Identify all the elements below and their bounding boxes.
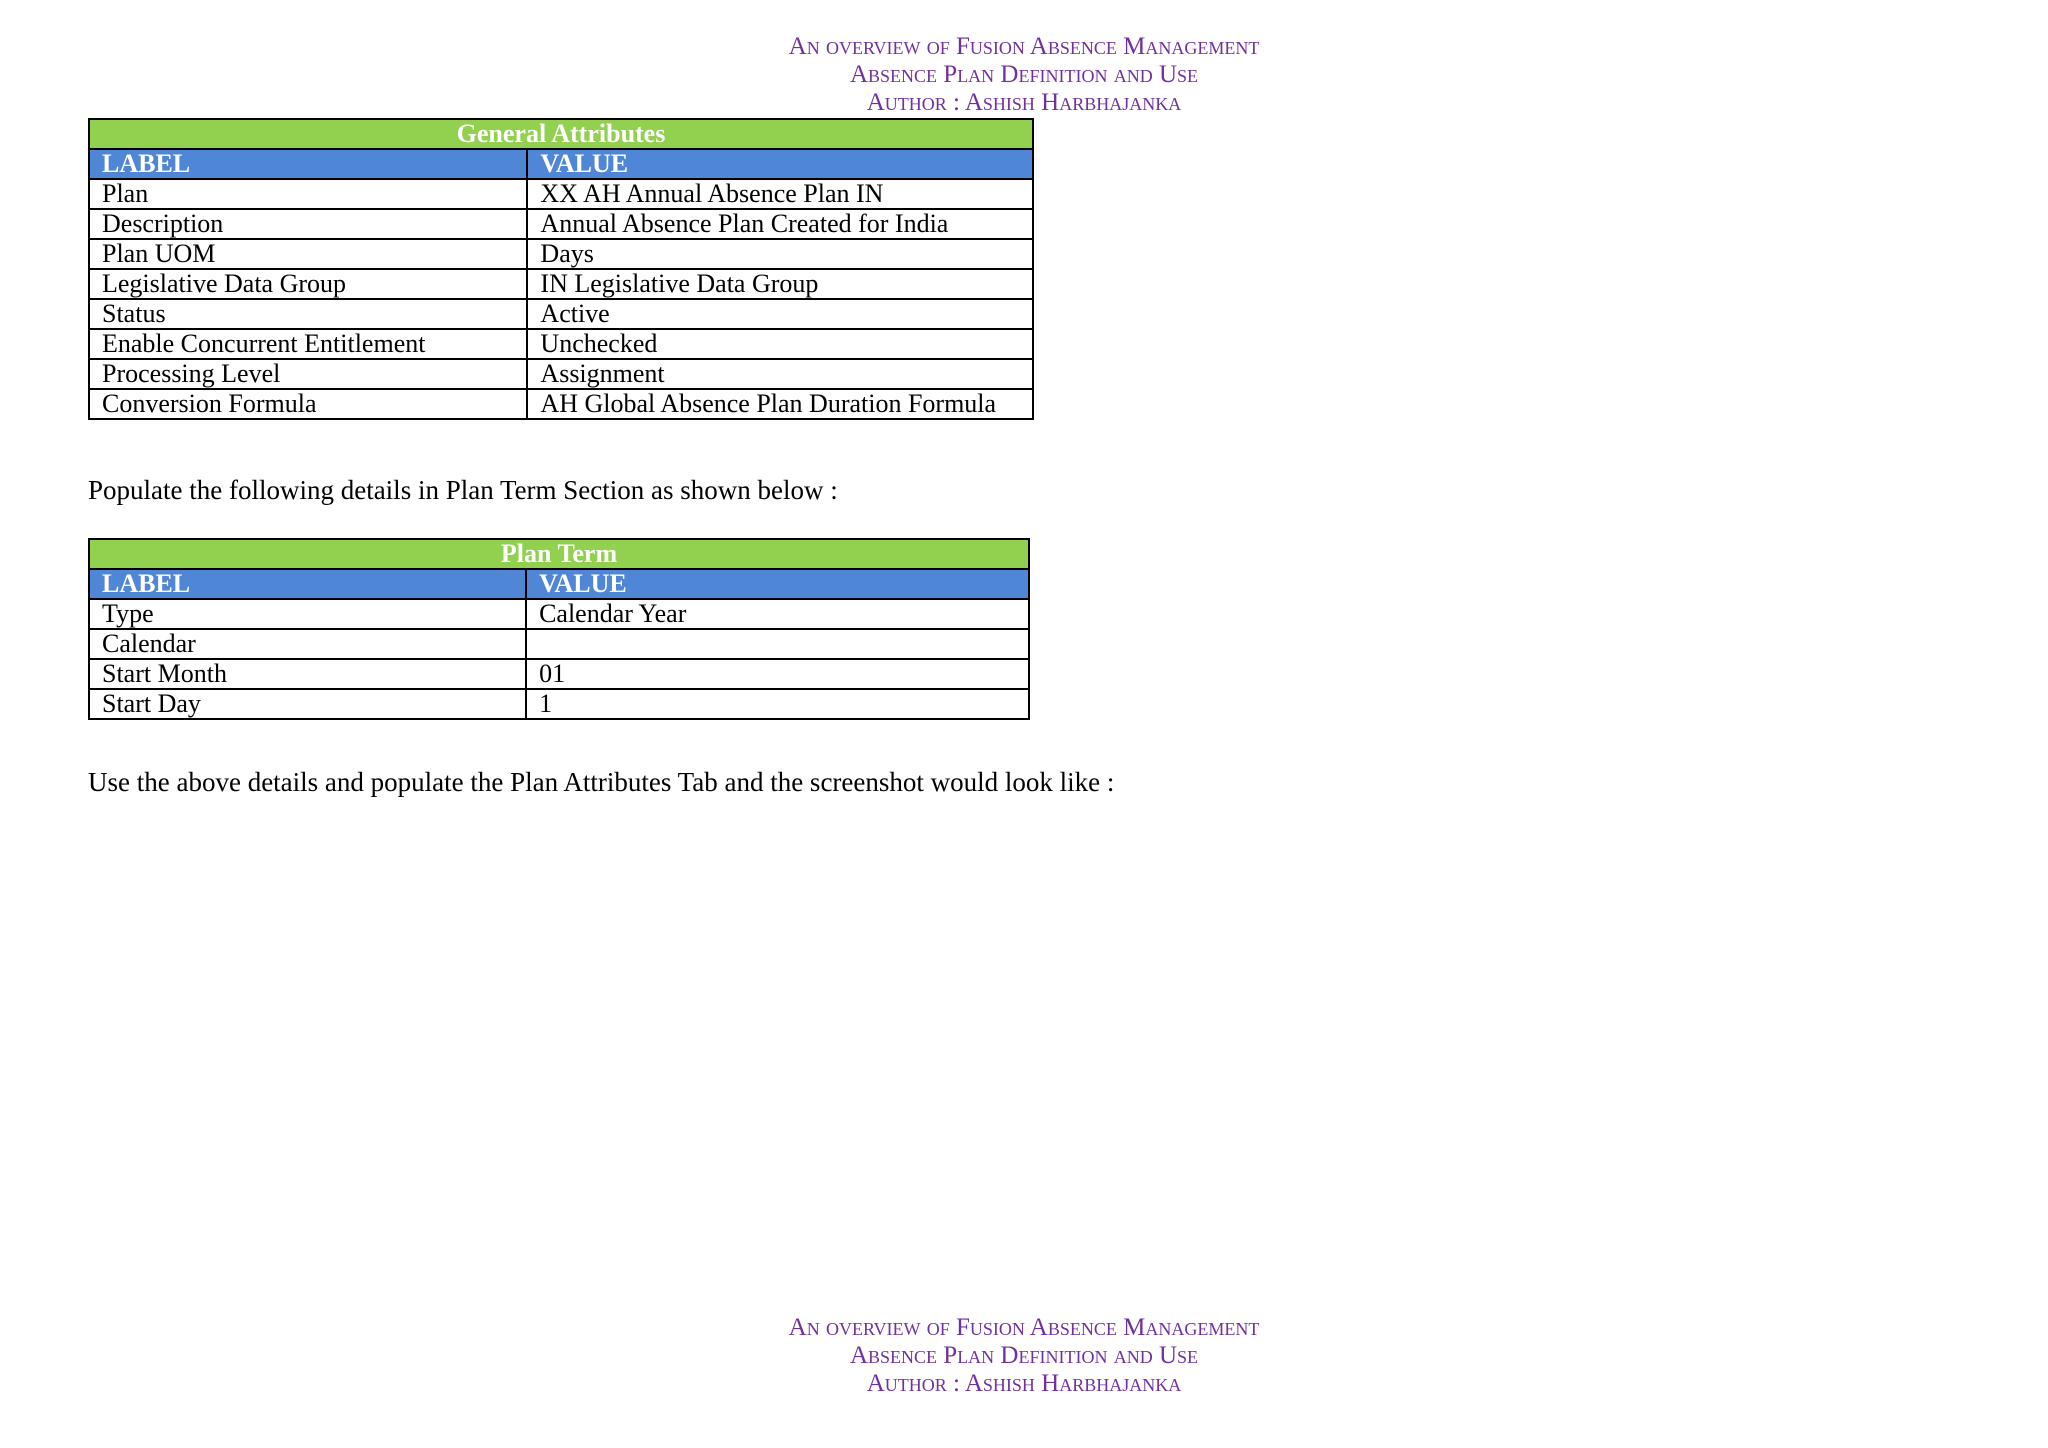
row-label: Legislative Data Group [89, 269, 527, 299]
table-header-row [89, 149, 1033, 179]
general-attributes-title: General Attributes [89, 119, 1033, 149]
row-value: XX AH Annual Absence Plan IN [527, 179, 1033, 209]
header-line-3: Author : Ashish Harbhajanka [866, 89, 1182, 116]
table-row [89, 629, 1029, 659]
table-row [89, 239, 1033, 269]
table-title-row [89, 119, 1033, 149]
value-column-header: VALUE [526, 569, 1029, 599]
table-header-row [89, 569, 1029, 599]
row-label: Processing Level [89, 359, 527, 389]
row-value: 1 [526, 689, 1029, 719]
row-value [526, 629, 1029, 659]
plan-term-table [88, 538, 1030, 720]
table-row [89, 269, 1033, 299]
header-line-2: Absence Plan Definition and Use [849, 61, 1199, 88]
row-value: Annual Absence Plan Created for India [527, 209, 1033, 239]
footer-line-2: Absence Plan Definition and Use [849, 1342, 1199, 1369]
page-footer [0, 1314, 2048, 1398]
row-value: Days [527, 239, 1033, 269]
footer-line-1: An overview of Fusion Absence Management [788, 1314, 1260, 1341]
row-label: Start Month [89, 659, 526, 689]
footer-line-3: Author : Ashish Harbhajanka [866, 1370, 1182, 1397]
table-row [89, 689, 1029, 719]
page-header [0, 33, 2048, 117]
row-value: Active [527, 299, 1033, 329]
row-label: Conversion Formula [89, 389, 527, 419]
table-row [89, 359, 1033, 389]
general-attributes-table [88, 118, 1034, 420]
instruction-paragraph-2: Use the above details and populate the Plan Attributes Tab and the screenshot would look like : [88, 767, 1115, 797]
row-value: Calendar Year [526, 599, 1029, 629]
table-row [89, 299, 1033, 329]
label-column-header: LABEL [89, 569, 526, 599]
row-label: Description [89, 209, 527, 239]
row-label: Enable Concurrent Entitlement [89, 329, 527, 359]
value-column-header: VALUE [527, 149, 1033, 179]
label-column-header: LABEL [89, 149, 527, 179]
table-row [89, 389, 1033, 419]
row-label: Status [89, 299, 527, 329]
table-row [89, 209, 1033, 239]
row-value: Unchecked [527, 329, 1033, 359]
table-title-row [89, 539, 1029, 569]
table-row [89, 659, 1029, 689]
row-label: Start Day [89, 689, 526, 719]
row-value: AH Global Absence Plan Duration Formula [527, 389, 1033, 419]
row-label: Plan UOM [89, 239, 527, 269]
plan-term-title: Plan Term [89, 539, 1029, 569]
row-label: Type [89, 599, 526, 629]
row-label: Calendar [89, 629, 526, 659]
table-row [89, 329, 1033, 359]
row-label: Plan [89, 179, 527, 209]
header-line-1: An overview of Fusion Absence Management [788, 33, 1260, 60]
table-row [89, 599, 1029, 629]
row-value: IN Legislative Data Group [527, 269, 1033, 299]
row-value: 01 [526, 659, 1029, 689]
table-row [89, 179, 1033, 209]
row-value: Assignment [527, 359, 1033, 389]
instruction-paragraph-1: Populate the following details in Plan Term Section as shown below : [88, 475, 838, 505]
